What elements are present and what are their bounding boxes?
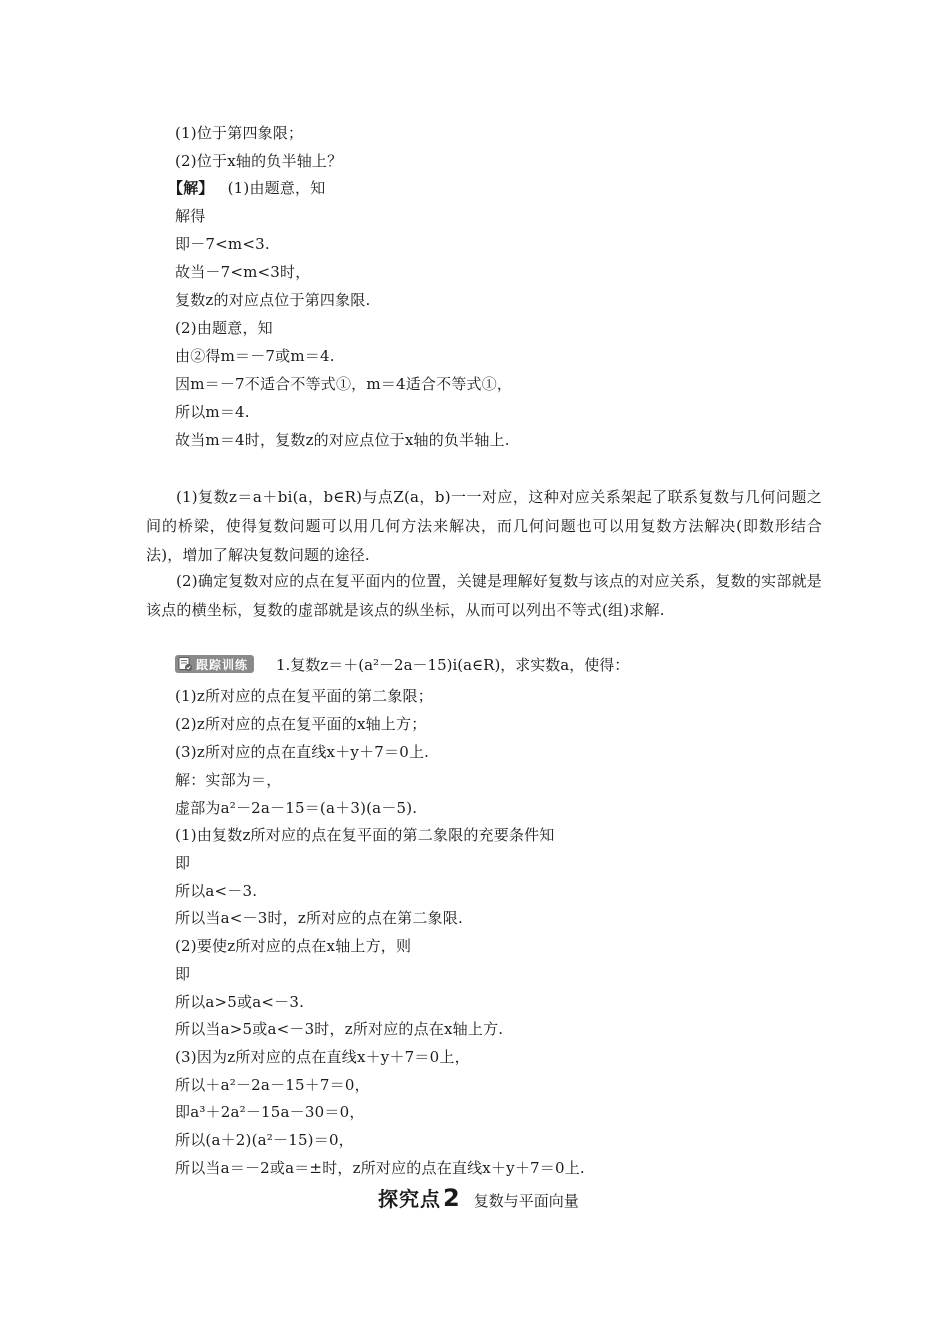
solution-label: 【解】 [168, 179, 214, 197]
solution-line: 因m＝－7不适合不等式①，m＝4适合不等式①， [175, 375, 513, 393]
section-subtitle: 复数与平面向量 [473, 1192, 579, 1210]
training-line: 所以a>5或a<－3. [175, 993, 305, 1011]
solution-line: 故当m＝4时，复数z的对应点位于x轴的负半轴上. [175, 431, 510, 449]
checklist-icon [177, 656, 193, 672]
training-line: 所以当a>5或a<－3时，z所对应的点在x轴上方. [175, 1020, 504, 1038]
training-line: 解：实部为＝， [175, 771, 282, 789]
section-heading [378, 1183, 579, 1212]
training-line: 虚部为a²－2a－15＝(a＋3)(a－5). [175, 799, 418, 817]
training-problem: 1.复数z＝＋(a²－2a－15)i(a∈R)，求实数a，使得： [276, 655, 630, 674]
training-line: 所以当a＝－2或a＝±时，z所对应的点在直线x＋y＋7＝0上. [175, 1159, 585, 1177]
method-note-2: (2)确定复数对应的点在复平面内的位置，关键是理解好复数与该点的对应关系，复数的实部就是该点的横坐标，复数的虚部就是该点的纵坐标，从而可以列出不等式(组)求解. [146, 572, 822, 619]
training-line: 所以(a＋2)(a²－15)＝0， [175, 1131, 354, 1149]
training-line: (3)因为z所对应的点在直线x＋y＋7＝0上， [175, 1048, 470, 1066]
training-badge [175, 655, 254, 673]
training-line: (1)z所对应的点在复平面的第二象限； [175, 687, 433, 705]
question-part-2: (2)位于x轴的负半轴上？ [175, 152, 343, 170]
solution-heading [168, 177, 325, 199]
training-header [175, 654, 629, 674]
training-line: 即 [175, 965, 191, 983]
section-number: 2 [443, 1184, 460, 1212]
solution-line: 由②得m＝－7或m＝4. [175, 347, 335, 365]
training-line: 即a³＋2a²－15a－30＝0， [175, 1103, 365, 1121]
solution-line: 所以m＝4. [175, 403, 250, 421]
training-line: 所以当a<－3时，z所对应的点在第二象限. [175, 909, 463, 927]
solution-line: 解得 [175, 207, 206, 225]
training-line: (3)z所对应的点在直线x＋y＋7＝0上. [175, 743, 430, 761]
section-title: 探究点 [378, 1187, 441, 1211]
training-line: 所以a<－3. [175, 882, 258, 900]
method-note-1: (1)复数z＝a＋bi(a，b∈R)与点Z(a，b)一一对应，这种对应关系架起了联系复数与几何问题之间的桥梁，使得复数问题可以用几何方法来解决，而几何问题也可以用复数方法解决(即数形结合法)，增加了解决复数问题的途径. [146, 488, 822, 564]
solution-line: 复数z的对应点位于第四象限. [175, 291, 371, 309]
solution-line: 故当－7<m<3时， [175, 263, 311, 281]
solution-line: (2)由题意，知 [175, 319, 273, 337]
training-line: (1)由复数z所对应的点在复平面的第二象限的充要条件知 [175, 826, 555, 844]
training-line: 所以＋a²－2a－15＋7＝0， [175, 1076, 370, 1094]
training-line: (2)要使z所对应的点在x轴上方，则 [175, 937, 412, 955]
question-part-1: (1)位于第四象限； [175, 124, 304, 142]
solution-first-line: (1)由题意，知 [227, 179, 326, 197]
training-badge-label: 跟踪训练 [196, 657, 249, 672]
training-line: (2)z所对应的点在复平面的x轴上方； [175, 715, 427, 733]
training-line: 即 [175, 854, 191, 872]
solution-line: 即－7<m<3. [175, 235, 270, 253]
